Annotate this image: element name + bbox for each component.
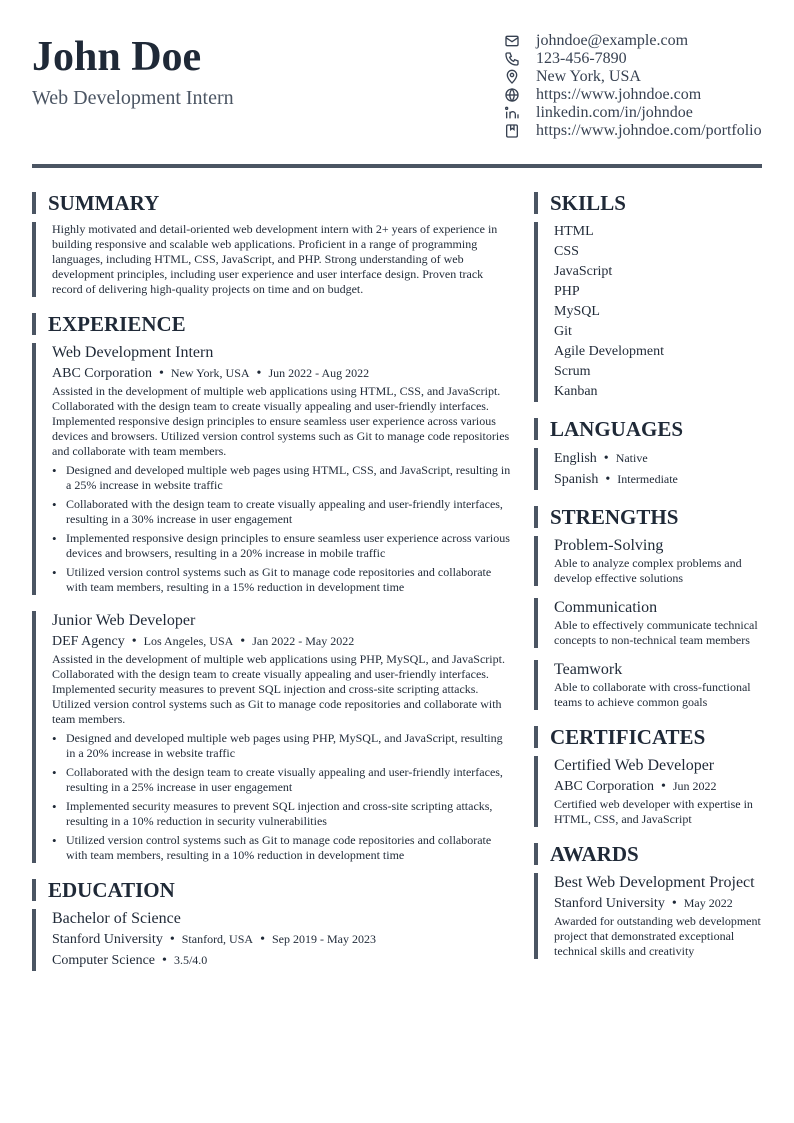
skill-item: JavaScript (554, 264, 613, 279)
experience-heading: EXPERIENCE (32, 313, 512, 335)
education-item (32, 909, 512, 971)
skill-item: PHP (554, 284, 580, 299)
language-level: Intermediate (617, 472, 678, 486)
award-item (534, 873, 762, 959)
field-of-study: Computer Science (52, 953, 156, 968)
education-meta (52, 929, 512, 950)
achievement-item: • Implemented responsive design principles to ensure seamless user experience across various devices and browsers, resulting in a 20% increase in mobile traffic (52, 531, 512, 561)
school-name: Stanford University (52, 932, 163, 947)
education-dates: Sep 2019 - May 2023 (271, 932, 376, 946)
bookmark-icon (503, 122, 521, 140)
summary-text: Highly motivated and detail-oriented web development intern with 2+ years of experience in building responsive and scalable web applications. Proficient in a range of programming languages, including HTML, CSS, JavaScript, and PHP. Strong understanding of web development principles, including user experience and user interface design. Proven track record of delivering high-quality projects on time and on budget. (52, 222, 498, 296)
candidate-name: John Doe (32, 34, 202, 80)
right-column (534, 192, 762, 975)
certificate-name: Certified Web Developer (554, 757, 715, 774)
experience-item (32, 611, 512, 863)
contact-location (503, 68, 762, 86)
candidate-headline: Web Development Intern (32, 87, 234, 109)
education-field-row (52, 950, 512, 971)
left-column (32, 192, 512, 987)
achievement-item: • Utilized version control systems such as Git to manage code repositories and collaborate with team members, resulting in a 10% reduction in development time (52, 833, 512, 863)
job-dates: Jan 2022 - May 2022 (252, 634, 355, 648)
separator-dot: • (605, 472, 611, 487)
achievement-item: • Designed and developed multiple web pages using PHP, MySQL, and JavaScript, resulting in a 20% increase in website traffic (52, 731, 512, 761)
strength-item (534, 660, 762, 710)
job-description: Assisted in the development of multiple web applications using PHP, MySQL, and JavaScript. Collaborated with the design team to create visually appealing and user-friendly interfaces. Implemented security measures to prevent SQL injection and cross-site scripting attacks. Utilized version control systems such as Git to manage code repositories and collaborate with team members. (52, 652, 505, 726)
skills-heading: SKILLS (534, 192, 762, 214)
award-meta (554, 893, 762, 914)
contact-email-text: johndoe@example.com (536, 32, 689, 49)
language-level: Native (615, 451, 648, 465)
separator-dot: • (169, 932, 175, 947)
skill-item: Agile Development (554, 344, 665, 359)
job-description: Assisted in the development of multiple web applications using HTML, CSS, and JavaScript. Collaborated with the design team to create visually appealing and user-friendly interfaces. Implemented responsive design principles to ensure seamless user experience across various devices and browsers. Utilized version control systems such as Git to manage code repositories and collaborate with team members. (52, 384, 510, 458)
strength-description: Able to collaborate with cross-functional teams to achieve common goals (554, 680, 751, 709)
header-divider (32, 164, 762, 168)
job-title: Web Development Intern (52, 344, 214, 361)
contact-phone-text: 123-456-7890 (536, 50, 627, 67)
summary-heading: SUMMARY (32, 192, 512, 214)
separator-dot: • (671, 896, 677, 911)
achievement-item: • Collaborated with the design team to create visually appealing and user-friendly interfaces, resulting in a 25% increase in user engagement (52, 765, 512, 795)
skill-item: MySQL (554, 304, 600, 319)
mail-icon (503, 32, 521, 50)
job-meta (52, 363, 512, 384)
contact-list (503, 32, 762, 140)
strength-name: Teamwork (554, 661, 623, 678)
resume-page (32, 30, 762, 968)
languages-section (534, 448, 762, 490)
contact-email[interactable] (503, 32, 762, 50)
skill-item: Git (554, 324, 572, 339)
certificate-description: Certified web developer with expertise in HTML, CSS, and JavaScript (554, 797, 753, 826)
job-dates: Jun 2022 - Aug 2022 (268, 366, 370, 380)
contact-portfolio[interactable] (503, 122, 762, 140)
certificates-heading: CERTIFICATES (534, 726, 762, 748)
strength-description: Able to analyze complex problems and develop effective solutions (554, 556, 742, 585)
summary-section (32, 222, 512, 297)
certificate-meta (554, 776, 762, 797)
separator-dot: • (240, 634, 246, 649)
strength-description: Able to effectively communicate technical concepts to non-technical team members (554, 618, 758, 647)
globe-icon (503, 86, 521, 104)
certificate-issuer: ABC Corporation (554, 779, 654, 794)
skills-section (534, 222, 762, 402)
certificate-item (534, 756, 762, 827)
gpa: 3.5/4.0 (173, 953, 208, 967)
contact-linkedin[interactable] (503, 104, 762, 122)
skill-item: HTML (554, 224, 594, 239)
contact-website[interactable] (503, 86, 762, 104)
skill-item: Scrum (554, 364, 591, 379)
award-description: Awarded for outstanding web development project that demonstrated exceptional technical skills and creativity (554, 914, 761, 958)
strengths-heading: STRENGTHS (534, 506, 762, 528)
separator-dot: • (256, 366, 262, 381)
experience-item (32, 343, 512, 595)
job-achievements (52, 463, 512, 595)
award-issuer: Stanford University (554, 896, 665, 911)
job-title: Junior Web Developer (52, 612, 196, 629)
contact-location-text: New York, USA (536, 68, 641, 85)
language-name: Spanish (554, 472, 599, 487)
education-heading: EDUCATION (32, 879, 512, 901)
separator-dot: • (260, 932, 265, 947)
achievement-item: • Implemented security measures to prevent SQL injection and cross-site scripting attacks, resulting in a 10% reduction in security vulnerabilities (52, 799, 512, 829)
phone-icon (503, 50, 521, 68)
language-item (554, 469, 762, 490)
job-meta (52, 631, 512, 652)
job-location: New York, USA (170, 366, 250, 380)
job-achievements (52, 731, 512, 863)
location-icon (503, 68, 521, 86)
contact-phone[interactable] (503, 50, 762, 68)
school-location: Stanford, USA (181, 932, 254, 946)
certificate-date: Jun 2022 (672, 779, 717, 793)
strength-item (534, 598, 762, 648)
achievement-item: • Designed and developed multiple web pages using HTML, CSS, and JavaScript, resulting in a 25% increase in website traffic (52, 463, 512, 493)
contact-linkedin-text: linkedin.com/in/johndoe (536, 104, 693, 121)
strength-name: Communication (554, 599, 658, 616)
achievement-item: • Collaborated with the design team to create visually appealing and user-friendly interfaces, resulting in a 30% increase in user engagement (52, 497, 512, 527)
award-name: Best Web Development Project (554, 874, 755, 891)
skill-item: CSS (554, 244, 579, 259)
job-company: ABC Corporation (52, 366, 152, 381)
contact-portfolio-text: https://www.johndoe.com/portfolio (536, 122, 762, 139)
contact-website-text: https://www.johndoe.com (536, 86, 702, 103)
strength-item (534, 536, 762, 586)
language-item (554, 448, 762, 469)
job-company: DEF Agency (52, 634, 125, 649)
resume-header (32, 30, 762, 164)
achievement-item: • Utilized version control systems such as Git to manage code repositories and collaborate with team members, resulting in a 15% reduction in development time (52, 565, 512, 595)
strength-name: Problem-Solving (554, 537, 664, 554)
skill-item: Kanban (554, 384, 598, 399)
separator-dot: • (162, 953, 167, 968)
separator-dot: • (660, 779, 666, 794)
language-name: English (554, 451, 597, 466)
degree-title: Bachelor of Science (52, 910, 181, 927)
separator-dot: • (603, 451, 609, 466)
languages-heading: LANGUAGES (534, 418, 762, 440)
separator-dot: • (131, 634, 137, 649)
awards-heading: AWARDS (534, 843, 762, 865)
linkedin-icon (503, 104, 521, 122)
job-location: Los Angeles, USA (143, 634, 234, 648)
separator-dot: • (158, 366, 164, 381)
award-date: May 2022 (683, 896, 733, 910)
